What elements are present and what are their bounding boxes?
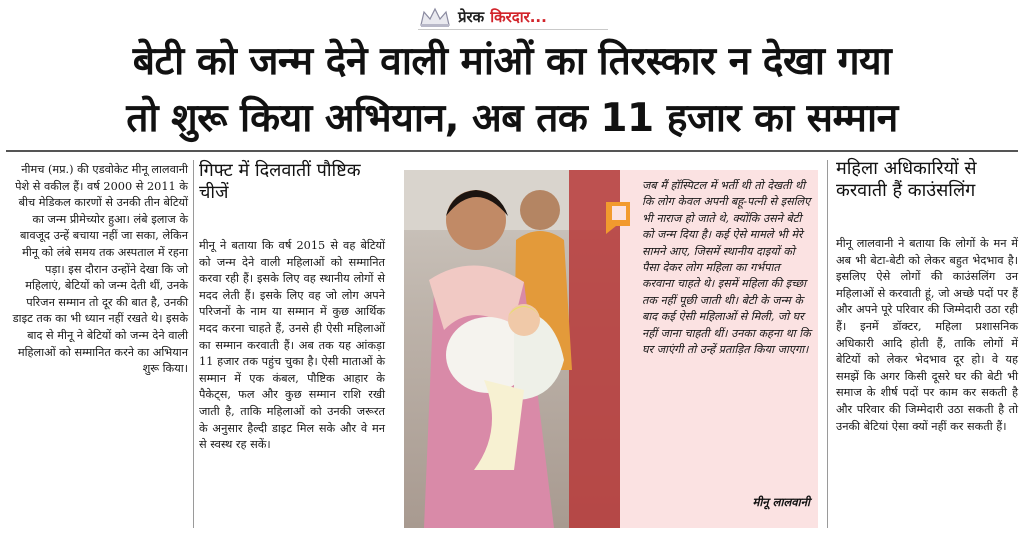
photo-mother-with-newborn — [404, 170, 620, 528]
right-subhead: महिला अधिकारियों से करवाती हैं काउंसलिंग — [836, 158, 977, 201]
photo-illustration — [404, 170, 620, 528]
section-kicker — [418, 4, 608, 30]
left-column-text: नीमच (मप्र.) की एडवोकेट मीनू लालवानी पेशे से वकील हैं। वर्ष 2000 से 2011 के बीच मेडिकल कारणों से उनकी तीन बेटियों का जन्म प्रीमेच्योर हुआ। लंबे इलाज के बावजूद उन्हें बचाया नहीं जा सका, लेकिन मीनू को लंबे समय तक अस्पताल में रहना पड़ा। इस दौरान उन्होंने देखा कि जो महिलाएं, बेटियों को जन्म देती थीं, उनके परिजन सम्मान तो दूर की बात है, उनकी डाइट तक का भी ध्यान नहीं रखते थे। इसके बाद से मीनू ने बेटियों को जन्म देने वाली महिलाओं को सम्मानित करने का अभियान शुरू किया। — [12, 163, 188, 376]
headline-line-2: तो शुरू किया अभियान, अब तक 11 हजार का सम्मान — [126, 96, 898, 141]
quote-text: जब मैं हॉस्पिटल में भर्ती थी तो देखती थी कि लोग केवल अपनी बहू-पत्नी से इसलिए भी नाराज हो जाते थे, क्योंकि उसने बेटी को जन्म दिया है। कई ऐसे मामले भी मेरे सामने आए, जिसमें स्थानीय दाइयों को पैसा देकर लोग महिला का गर्भपात करवाना चाहते थे। इसमें महिला की इच्छा तक नहीं पूछी जाती थी। बेटी के जन्म के बाद कई ऐसी महिलाओं से मिली, जो घर नहीं जाना चाहती थीं। उनका कहना था कि घर जाएंगी तो उन्हें प्रताड़ित किया जाएगा। — [642, 179, 811, 357]
quote-attribution: मीनू लालवानी — [752, 495, 810, 509]
middle-subhead: गिफ्ट में दिलवातीं पौष्टिक चीजें — [199, 160, 361, 203]
headline-divider — [6, 150, 1018, 152]
headline-line-1: बेटी को जन्म देने वाली मांओं का तिरस्कार न देखा गया — [132, 39, 892, 84]
column-divider — [193, 160, 194, 528]
quote-mark-icon — [604, 200, 632, 236]
column-divider — [827, 160, 828, 528]
crown-icon — [418, 6, 452, 28]
kicker-accent: किरदार... — [490, 7, 547, 26]
right-column-text: मीनू लालवानी ने बताया कि लोगों के मन में अब भी बेटा-बेटी को लेकर बहुत भेदभाव है। इसलिए ऐसे लोगों की काउंसलिंग उन महिलाओं से करवाती हूं, जो अच्छे पदों पर हैं और अपने पूरे परिवार की जिम्मेदारी उठा रही हैं। इनमें डॉक्टर, महिला प्रशासनिक अधिकारी आदि होती हैं, ताकि लोगों में बेटियों को लेकर भेदभाव दूर हो। वे यह समझें कि अगर किसी दूसरे घर की बेटी भी समाज के शीर्ष पदों पर काम कर सकती है और परिवार की जिम्मेदारी उठा सकती है तो उनकी बेटियां ऐसा क्यों नहीं कर सकती हैं। — [836, 237, 1018, 433]
kicker-label: प्रेरक — [458, 7, 485, 26]
middle-column-text: मीनू ने बताया कि वर्ष 2015 से वह बेटियों को जन्म देने वाली महिलाओं को सम्मानित करवा रही हैं। इसके लिए वह स्थानीय लोगों से मदद लेती हैं। इसके लिए वह जो लोग अपने परिजनों के नाम या सम्मान में कुछ आर्थिक मदद करना चाहते हैं, उनसे ही ऐसी महिलाओं का सम्मान करवाती हैं। अब तक यह आंकड़ा 11 हजार तक पहुंच चुका है। ऐसी माताओं के सम्मान में एक कंबल, पौष्टिक आहार के पैकेट्स, फल और कुछ सम्मान राशि रखी जाती है, ताकि महिलाओं को उनकी जरूरत के अनुसार हैल्दी डाइट मिल सके और वे मन से स्वस्थ रह सकें। — [199, 239, 385, 452]
